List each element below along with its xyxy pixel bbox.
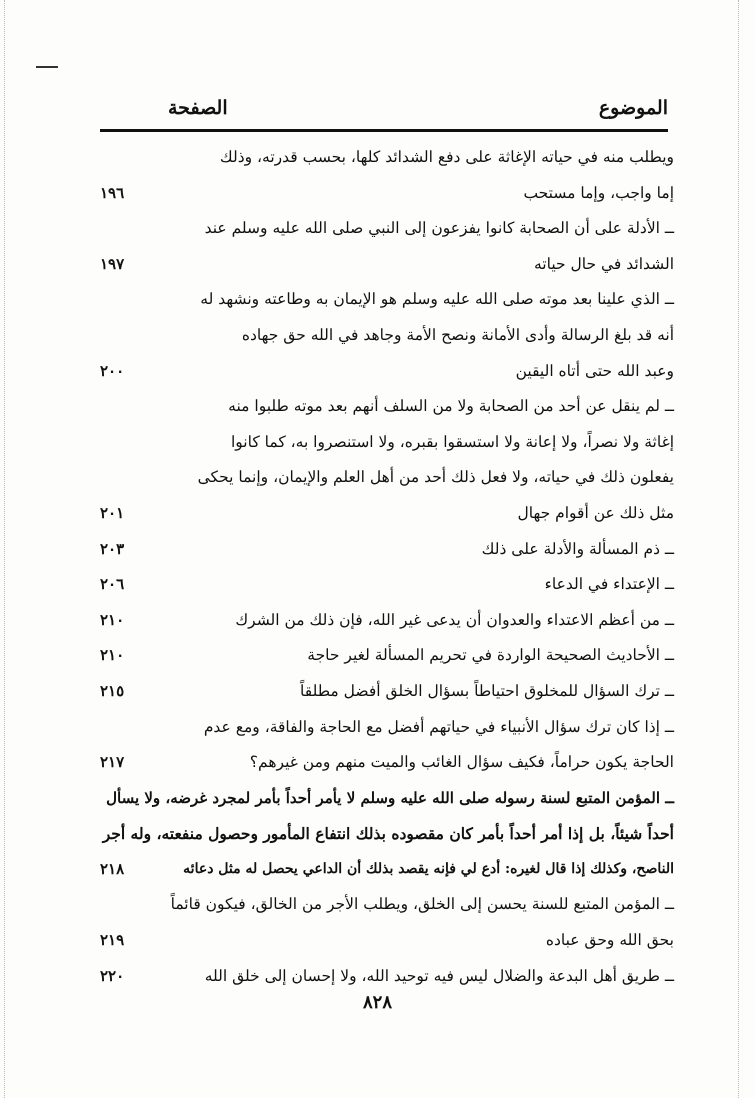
toc-entry-text: الناصح، وكذلك إذا قال لغيره: أدع لي فإنه يقصد بذلك أن الداعي يحصل له مثل دعائه — [183, 860, 674, 877]
toc-entry-page: ٢٠٣ — [100, 539, 125, 558]
toc-entry-page: ٢١٠ — [100, 610, 125, 629]
toc-header — [100, 97, 668, 132]
toc-entry — [100, 211, 674, 247]
toc-entry-text: ــ لم ينقل عن أحد من الصحابة ولا من السلف أنهم بعد موته طلبوا منه — [228, 397, 674, 416]
toc-entry-text: أحداً شيئاً، بل إذا أمر أحداً بأمر كان مقصوده بذلك انتفاع المأمور وحصول منفعته، وله أجر — [102, 824, 674, 844]
toc-entry-page: ١٩٧ — [100, 254, 125, 273]
page-column-heading: الصفحة — [168, 97, 228, 119]
toc-entry — [100, 354, 674, 390]
toc-entry-page: ٢١٧ — [100, 753, 125, 772]
toc-entry-text: يفعلون ذلك في حياته، ولا فعل ذلك أحد من أهل العلم والإيمان، وإنما يحكى — [197, 468, 674, 487]
toc-entry — [100, 781, 674, 817]
toc-entry-text: بحق الله وحق عباده — [545, 931, 674, 950]
toc-entry-text: أنه قد بلغ الرسالة وأدى الأمانة ونصح الأمة وجاهد في الله حق جهاده — [241, 325, 674, 344]
margin-dots — [738, 0, 740, 1098]
toc-entry-text: الشدائد في حال حياته — [533, 254, 674, 273]
toc-entry-text: ــ طريق أهل البدعة والضلال ليس فيه توحيد الله، ولا إحسان إلى خلق الله — [204, 966, 674, 985]
toc-entry — [100, 318, 674, 354]
toc-entry-text: إغاثة ولا نصراً، ولا إعانة ولا استسقوا بقبره، ولا استنصروا به، كما كانوا — [230, 432, 674, 451]
toc-entry — [100, 745, 674, 781]
toc-entry — [100, 852, 674, 888]
toc-entry-page: ٢١٥ — [100, 681, 125, 700]
toc-entry — [100, 176, 674, 212]
toc-entry-page: ٢٢٠ — [100, 966, 125, 985]
toc-entry — [100, 959, 674, 995]
table-of-contents — [100, 140, 674, 994]
toc-entry — [100, 496, 674, 532]
toc-entry-text: ــ الإعتداء في الدعاء — [544, 575, 674, 594]
toc-entry-text: الحاجة يكون حراماً، فكيف سؤال الغائب والميت منهم ومن غيرهم؟ — [249, 753, 674, 772]
toc-entry-text: وعبد الله حتى أتاه اليقين — [515, 361, 674, 380]
topic-column-heading: الموضوع — [598, 97, 668, 119]
toc-entry — [100, 816, 674, 852]
toc-entry-text: مثل ذلك عن أقوام جهال — [517, 503, 674, 522]
toc-entry — [100, 887, 674, 923]
toc-entry-text: ــ ذم المسألة والأدلة على ذلك — [481, 539, 674, 558]
scan-mark — [36, 66, 58, 68]
toc-entry — [100, 567, 674, 603]
toc-entry-page: ٢١٩ — [100, 931, 125, 950]
toc-entry-page: ٢١٠ — [100, 646, 125, 665]
toc-entry — [100, 282, 674, 318]
toc-entry-text: ــ ترك السؤال للمخلوق احتياطاً بسؤال الخلق أفضل مطلقاً — [300, 681, 674, 700]
toc-entry-page: ٢٠٠ — [100, 361, 125, 380]
toc-entry — [100, 247, 674, 283]
toc-entry-page: ٢٠٦ — [100, 575, 125, 594]
toc-entry-text: ــ الأحاديث الصحيحة الواردة في تحريم المسألة لغير حاجة — [307, 646, 674, 665]
toc-entry-text: ــ إذا كان ترك سؤال الأنبياء في حياتهم أفضل مع الحاجة والفاقة، ومع عدم — [203, 717, 674, 736]
toc-entry-page: ٢١٨ — [100, 859, 125, 878]
toc-entry-page: ١٩٦ — [100, 183, 125, 202]
toc-entry — [100, 603, 674, 639]
toc-entry — [100, 425, 674, 461]
page-number: ٨٢٨ — [362, 992, 392, 1013]
toc-entry — [100, 460, 674, 496]
toc-entry — [100, 674, 674, 710]
toc-entry-text: إما واجب، وإما مستحب — [523, 183, 674, 202]
toc-entry — [100, 710, 674, 746]
toc-entry-text: ويطلب منه في حياته الإغاثة على دفع الشدائد كلها، بحسب قدرته، وذلك — [219, 148, 674, 166]
toc-entry-text: ــ المؤمن المتبع للسنة يحسن إلى الخلق، ويطلب الأجر من الخالق، فيكون قائماً — [170, 895, 674, 914]
toc-entry-text: ــ الأدلة على أن الصحابة كانوا يفزعون إلى النبي صلى الله عليه وسلم عند — [204, 219, 674, 238]
margin-dots — [4, 0, 6, 1098]
toc-entry — [100, 389, 674, 425]
toc-entry — [100, 140, 674, 176]
toc-entry-text: ــ المؤمن المتبع لسنة رسوله صلى الله عليه وسلم لا يأمر أحداً بأمر لمجرد غرضه، ولا يسأل — [106, 788, 674, 807]
toc-entry — [100, 532, 674, 568]
toc-entry — [100, 923, 674, 959]
toc-entry-text: ــ من أعظم الاعتداء والعدوان أن يدعى غير الله، فإن ذلك من الشرك — [235, 610, 674, 629]
toc-entry — [100, 638, 674, 674]
toc-entry-text: ــ الذي علينا بعد موته صلى الله عليه وسلم هو الإيمان به وطاعته ونشهد له — [200, 290, 674, 309]
toc-entry-page: ٢٠١ — [100, 503, 125, 522]
